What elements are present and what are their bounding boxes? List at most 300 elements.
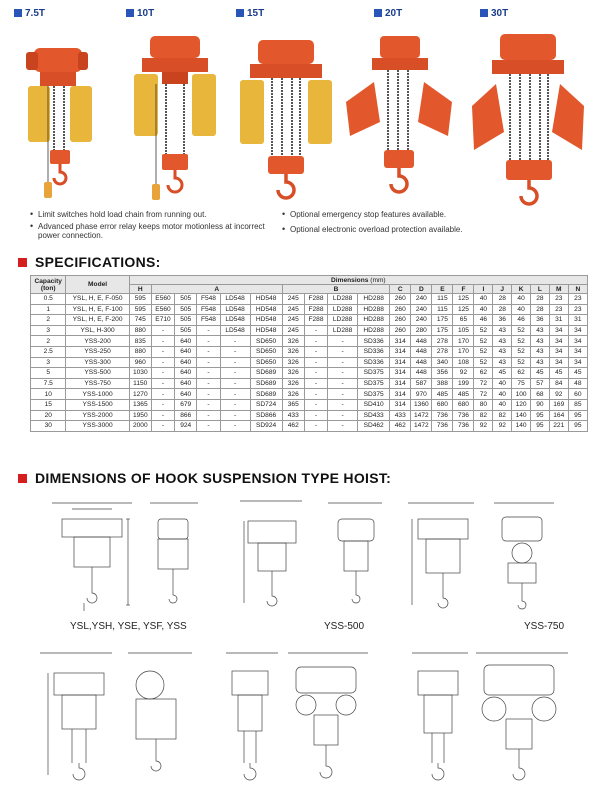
feature-item: • Optional emergency stop features available. xyxy=(282,210,582,220)
table-row xyxy=(31,389,588,400)
dimension-cell: SD375 xyxy=(358,389,390,400)
hoist-30t xyxy=(470,8,586,208)
dimension-cell: 52 xyxy=(512,357,531,368)
dimension-cell: 125 xyxy=(453,294,474,305)
dimension-cell: 46 xyxy=(474,315,493,326)
dimension-cell: 31 xyxy=(568,315,587,326)
dimension-cell: - xyxy=(304,336,327,347)
blue-square-icon xyxy=(374,9,382,17)
model-cell: YSS-250 xyxy=(66,346,129,357)
drawing-ysl xyxy=(32,495,208,632)
hoist-20t xyxy=(344,8,454,208)
col-header-c: C xyxy=(390,285,411,294)
dimension-cell: 326 xyxy=(282,368,304,379)
dimension-cell: 260 xyxy=(390,294,411,305)
specifications-body xyxy=(31,294,588,432)
dimension-cell: 40 xyxy=(474,294,493,305)
dimension-cell: 314 xyxy=(390,378,411,389)
col-header-h: H xyxy=(129,285,151,294)
dimension-cell: - xyxy=(197,325,220,336)
dimension-cell: 640 xyxy=(175,336,197,347)
dimension-cell: - xyxy=(197,389,220,400)
feature-list xyxy=(30,210,590,248)
table-row xyxy=(31,421,588,432)
dimension-cell: 1030 xyxy=(129,368,151,379)
dimension-cell: 90 xyxy=(531,399,550,410)
dimension-cell: 60 xyxy=(568,389,587,400)
dimension-cell: 505 xyxy=(175,304,197,315)
dimension-cell: SD375 xyxy=(358,368,390,379)
dimension-cell: 43 xyxy=(493,357,512,368)
dimension-cell: - xyxy=(328,378,358,389)
dimension-cell: 640 xyxy=(175,346,197,357)
dimension-cell: 52 xyxy=(512,346,531,357)
dimension-cell: 340 xyxy=(432,357,453,368)
dimension-cell: 280 xyxy=(411,325,432,336)
model-cell: YSL, H, E, F-200 xyxy=(66,315,129,326)
dimensions-header: Dimensions (mm) xyxy=(129,276,587,285)
dimension-cell: 880 xyxy=(129,325,151,336)
dimension-cell: SD689 xyxy=(250,368,282,379)
hoist-illustration xyxy=(236,22,336,208)
dimension-cell: HD288 xyxy=(358,294,390,305)
model-cell: YSL, H-300 xyxy=(66,325,129,336)
specifications-heading: SPECIFICATIONS: xyxy=(18,254,161,270)
dimension-cell: 640 xyxy=(175,368,197,379)
product-photos xyxy=(14,8,586,208)
col-header-n: N xyxy=(568,285,587,294)
red-square-icon xyxy=(18,258,27,267)
dimension-cell: - xyxy=(328,357,358,368)
dimension-cell: 505 xyxy=(175,294,197,305)
dimension-cell: 23 xyxy=(568,304,587,315)
dimension-cell: 34 xyxy=(549,336,568,347)
model-cell: YSS-500 xyxy=(66,368,129,379)
dimension-cell: 835 xyxy=(129,336,151,347)
dimension-cell: 1150 xyxy=(129,378,151,389)
dimension-cell: HD548 xyxy=(250,294,282,305)
dimension-cell: 95 xyxy=(531,410,550,421)
capacity-cell: 0.5 xyxy=(31,294,66,305)
dimension-cell: 28 xyxy=(493,294,512,305)
col-header-b: B xyxy=(282,285,390,294)
dimension-cell: 92 xyxy=(453,368,474,379)
dimension-cell: - xyxy=(151,421,174,432)
blue-square-icon xyxy=(236,9,244,17)
dimension-cell: 34 xyxy=(568,346,587,357)
dimension-cell: 52 xyxy=(474,346,493,357)
dimension-cell: 95 xyxy=(568,421,587,432)
capacity-label: 15T xyxy=(247,8,265,19)
dimension-cell: SD866 xyxy=(250,410,282,421)
model-cell: YSS-300 xyxy=(66,357,129,368)
blue-square-icon xyxy=(126,9,134,17)
dimension-cell: - xyxy=(220,378,250,389)
dimension-cell: - xyxy=(220,410,250,421)
feature-item: • Advanced phase error relay keeps motor motionless at incorrect power connection. xyxy=(30,222,280,241)
drawing-label: YSS-750 xyxy=(524,621,565,632)
table-row xyxy=(31,325,588,336)
dimension-cell: 736 xyxy=(432,421,453,432)
dimension-cell: SD336 xyxy=(358,357,390,368)
dimension-cell: F548 xyxy=(197,294,220,305)
dimension-cell: - xyxy=(197,378,220,389)
dimension-cell: 65 xyxy=(453,315,474,326)
col-header-k: K xyxy=(512,285,531,294)
dimension-cell: 485 xyxy=(432,389,453,400)
dimension-cell: 326 xyxy=(282,346,304,357)
capacity-cell: 20 xyxy=(31,410,66,421)
dimension-cell: 314 xyxy=(390,368,411,379)
dimension-cell: 462 xyxy=(282,421,304,432)
dimension-cell: 170 xyxy=(453,336,474,347)
dimension-cell: 40 xyxy=(512,304,531,315)
dimension-cell: 680 xyxy=(432,399,453,410)
dimension-cell: SD650 xyxy=(250,357,282,368)
dimension-cell: 448 xyxy=(411,368,432,379)
dimension-cell: - xyxy=(220,357,250,368)
dimension-cell: 433 xyxy=(390,410,411,421)
drawing-yss-1500 xyxy=(218,645,398,790)
dimension-cell: LD288 xyxy=(328,304,358,315)
model-cell: YSS-3000 xyxy=(66,421,129,432)
dimension-cell: 221 xyxy=(549,421,568,432)
table-row xyxy=(31,399,588,410)
dimension-cell: - xyxy=(304,346,327,357)
dimension-cell: 95 xyxy=(531,421,550,432)
dimension-cell: 28 xyxy=(493,304,512,315)
dimension-cell: - xyxy=(151,378,174,389)
hoist-7-5t xyxy=(14,8,114,208)
dimension-cell: LD288 xyxy=(328,325,358,336)
dimension-cell: - xyxy=(197,410,220,421)
specifications-table xyxy=(30,275,588,432)
dimension-cell: 595 xyxy=(129,304,151,315)
dimension-cell: - xyxy=(220,336,250,347)
dimension-cell: 326 xyxy=(282,378,304,389)
capacity-cell: 15 xyxy=(31,399,66,410)
dimension-cell: 2000 xyxy=(129,421,151,432)
dimension-cell: - xyxy=(328,399,358,410)
dimension-cell: 1472 xyxy=(411,410,432,421)
dimension-cell: 52 xyxy=(474,357,493,368)
dimension-cell: - xyxy=(328,421,358,432)
dimension-cell: 92 xyxy=(493,421,512,432)
drawing-label: YSS-500 xyxy=(324,621,365,632)
dimension-cell: 260 xyxy=(390,325,411,336)
dimension-cell: 1950 xyxy=(129,410,151,421)
dimension-cell: 31 xyxy=(549,315,568,326)
dimension-cell: 45 xyxy=(493,368,512,379)
dimension-cell: - xyxy=(151,357,174,368)
dimension-cell: SD410 xyxy=(358,399,390,410)
dimension-cell: - xyxy=(304,399,327,410)
dimension-cell: 36 xyxy=(531,315,550,326)
dimension-cell: 448 xyxy=(411,336,432,347)
model-header: Model xyxy=(66,276,129,294)
dimension-cell: 245 xyxy=(282,325,304,336)
col-header-i: I xyxy=(474,285,493,294)
dimension-cell: 462 xyxy=(390,421,411,432)
dimension-cell: 92 xyxy=(474,421,493,432)
dimension-cell: 640 xyxy=(175,357,197,368)
capacity-cell: 7.5 xyxy=(31,378,66,389)
dimension-cell: - xyxy=(197,336,220,347)
dimension-cell: - xyxy=(304,410,327,421)
dimension-cell: - xyxy=(197,368,220,379)
dimension-cell: 92 xyxy=(549,389,568,400)
dimension-cell: 260 xyxy=(390,304,411,315)
feature-item: • Limit switches hold load chain from running out. xyxy=(30,210,280,220)
dimension-cell: 48 xyxy=(568,378,587,389)
drawing-yss-2000 xyxy=(404,645,584,790)
dimension-cell: SD689 xyxy=(250,378,282,389)
feature-item: • Optional electronic overload protection available. xyxy=(282,225,582,235)
dimension-cell: 125 xyxy=(453,304,474,315)
dimension-cell: 245 xyxy=(282,294,304,305)
dimension-cell: 34 xyxy=(549,325,568,336)
dimension-cell: 43 xyxy=(493,325,512,336)
dimension-cell: 40 xyxy=(512,294,531,305)
model-cell: YSL, H, E, F-050 xyxy=(66,294,129,305)
dimension-cell: 278 xyxy=(432,346,453,357)
model-cell: YSS-750 xyxy=(66,378,129,389)
dimension-cell: - xyxy=(151,325,174,336)
drawing-yss-1000 xyxy=(32,645,208,790)
capacity-cell: 3 xyxy=(31,325,66,336)
dimension-cell: 34 xyxy=(568,357,587,368)
dimension-cell: - xyxy=(328,389,358,400)
dimension-cell: SD336 xyxy=(358,346,390,357)
model-cell: YSS-1000 xyxy=(66,389,129,400)
col-header-j: J xyxy=(493,285,512,294)
table-row xyxy=(31,410,588,421)
dimension-cell: 640 xyxy=(175,378,197,389)
dimension-cell: 326 xyxy=(282,357,304,368)
dimension-cell: 1365 xyxy=(129,399,151,410)
dimension-cell: 314 xyxy=(390,357,411,368)
dimension-cell: 199 xyxy=(453,378,474,389)
col-header-l: L xyxy=(531,285,550,294)
model-cell: YSL, H, E, F-100 xyxy=(66,304,129,315)
capacity-cell: 3 xyxy=(31,357,66,368)
dimension-cell: 72 xyxy=(474,389,493,400)
dimension-cell: 433 xyxy=(282,410,304,421)
dimension-cell: 736 xyxy=(453,421,474,432)
dimension-cell: 587 xyxy=(411,378,432,389)
dimension-cell: 326 xyxy=(282,336,304,347)
hoist-15t xyxy=(236,8,336,208)
capacity-cell: 2 xyxy=(31,315,66,326)
dimension-cell: 82 xyxy=(493,410,512,421)
dimension-cell: SD336 xyxy=(358,336,390,347)
dimension-cell: 640 xyxy=(175,389,197,400)
col-header-f: F xyxy=(453,285,474,294)
dimension-cell: 448 xyxy=(411,357,432,368)
dimension-cell: 52 xyxy=(512,336,531,347)
dimension-cell: 62 xyxy=(474,368,493,379)
dimension-cell: 45 xyxy=(568,368,587,379)
dimension-cell: 28 xyxy=(531,294,550,305)
dimension-cell: 43 xyxy=(531,346,550,357)
dimension-cell: 260 xyxy=(390,315,411,326)
dimension-cell: - xyxy=(151,336,174,347)
dimension-cell: HD548 xyxy=(250,304,282,315)
dimension-cell: 745 xyxy=(129,315,151,326)
dimension-cell: - xyxy=(151,399,174,410)
dimension-cell: 365 xyxy=(282,399,304,410)
dimension-cell: 75 xyxy=(512,378,531,389)
dimension-cell: HD288 xyxy=(358,304,390,315)
dimension-cell: HD288 xyxy=(358,315,390,326)
dimension-cell: - xyxy=(304,378,327,389)
dimension-cell: F288 xyxy=(304,294,327,305)
dimension-cell: 169 xyxy=(549,399,568,410)
table-row xyxy=(31,336,588,347)
dimension-cell: 278 xyxy=(432,336,453,347)
dimension-cell: 43 xyxy=(493,346,512,357)
dimension-cell: F288 xyxy=(304,315,327,326)
dimension-cell: 115 xyxy=(432,294,453,305)
dimension-cell: 100 xyxy=(512,389,531,400)
dimension-cell: 736 xyxy=(432,410,453,421)
dimension-cell: 23 xyxy=(549,304,568,315)
dimension-cell: 40 xyxy=(493,399,512,410)
dimension-cell: 1360 xyxy=(411,399,432,410)
blue-square-icon xyxy=(14,9,22,17)
dimension-cell: 43 xyxy=(531,336,550,347)
capacity-label: 10T xyxy=(137,8,155,19)
dimension-cell: 36 xyxy=(493,315,512,326)
capacity-label: 7.5T xyxy=(25,8,46,19)
dimension-cell: - xyxy=(220,421,250,432)
dimension-cell: - xyxy=(151,346,174,357)
dimension-cell: SD650 xyxy=(250,346,282,357)
dimension-cell: - xyxy=(151,389,174,400)
dimension-cell: 84 xyxy=(549,378,568,389)
dimension-cell: 45 xyxy=(531,368,550,379)
dimension-cell: 736 xyxy=(453,410,474,421)
dimension-drawings xyxy=(14,495,590,795)
dimension-cell: - xyxy=(328,346,358,357)
dimension-cell: 46 xyxy=(512,315,531,326)
col-header-a: A xyxy=(151,285,282,294)
dimension-cell: 40 xyxy=(474,304,493,315)
hoist-10t xyxy=(126,8,226,208)
dimension-cell: 34 xyxy=(568,336,587,347)
dimension-cell: SD724 xyxy=(250,399,282,410)
dimension-cell: 240 xyxy=(411,294,432,305)
dimension-cell: - xyxy=(220,368,250,379)
dimension-cell: - xyxy=(220,389,250,400)
dimension-cell: 448 xyxy=(411,346,432,357)
dimension-cell: 85 xyxy=(568,399,587,410)
dimension-cell: 240 xyxy=(411,304,432,315)
dimension-cell: 240 xyxy=(411,315,432,326)
dimension-cell: 679 xyxy=(175,399,197,410)
dimension-cell: 170 xyxy=(453,346,474,357)
dimension-cell: - xyxy=(328,336,358,347)
dimension-cell: 95 xyxy=(568,410,587,421)
dimension-cell: - xyxy=(197,399,220,410)
dimension-cell: 34 xyxy=(549,346,568,357)
capacity-cell: 5 xyxy=(31,368,66,379)
col-header-m: M xyxy=(549,285,568,294)
drawing-label: YSL,YSH, YSE, YSF, YSS xyxy=(70,621,187,632)
col-header-e: E xyxy=(432,285,453,294)
dimension-cell: 40 xyxy=(493,389,512,400)
dimension-cell: 72 xyxy=(474,378,493,389)
dimension-cell: SD689 xyxy=(250,389,282,400)
dimension-cell: 105 xyxy=(453,325,474,336)
model-cell: YSS-200 xyxy=(66,336,129,347)
hoist-illustration xyxy=(126,22,226,208)
capacity-cell: 1 xyxy=(31,304,66,315)
dimension-cell: 115 xyxy=(432,304,453,315)
col-header-d: D xyxy=(411,285,432,294)
dimension-cell: F548 xyxy=(197,315,220,326)
model-cell: YSS-1500 xyxy=(66,399,129,410)
dimension-cell: 52 xyxy=(474,325,493,336)
dimension-cell: 924 xyxy=(175,421,197,432)
dimension-cell: 34 xyxy=(549,357,568,368)
capacity-cell: 2.5 xyxy=(31,346,66,357)
dimension-cell: 1270 xyxy=(129,389,151,400)
table-row xyxy=(31,378,588,389)
dimension-cell: 175 xyxy=(432,315,453,326)
dimension-cell: 960 xyxy=(129,357,151,368)
table-row xyxy=(31,304,588,315)
dimension-cell: LD288 xyxy=(328,315,358,326)
table-row xyxy=(31,294,588,305)
dimension-cell: 80 xyxy=(474,399,493,410)
dimension-cell: 970 xyxy=(411,389,432,400)
dimension-cell: 595 xyxy=(129,294,151,305)
dimension-cell: E710 xyxy=(151,315,174,326)
drawing-yss-750 xyxy=(398,495,578,632)
blue-square-icon xyxy=(480,9,488,17)
dimension-cell: 52 xyxy=(512,325,531,336)
dimension-cell: - xyxy=(304,421,327,432)
dimension-cell: 880 xyxy=(129,346,151,357)
dimension-cell: 120 xyxy=(512,399,531,410)
dimension-cell: 164 xyxy=(549,410,568,421)
dimension-cell: 505 xyxy=(175,325,197,336)
dimension-cell: 40 xyxy=(493,378,512,389)
dimension-cell: - xyxy=(328,368,358,379)
dimension-cell: - xyxy=(197,421,220,432)
dimension-cell: 57 xyxy=(531,378,550,389)
dimension-cell: - xyxy=(328,410,358,421)
dimension-cell: - xyxy=(151,410,174,421)
model-cell: YSS-2000 xyxy=(66,410,129,421)
dimension-cell: 62 xyxy=(512,368,531,379)
dimension-cell: 43 xyxy=(531,357,550,368)
dimension-cell: - xyxy=(151,368,174,379)
dimension-cell: SD433 xyxy=(358,410,390,421)
capacity-label: 20T xyxy=(385,8,403,19)
dimension-cell: 23 xyxy=(549,294,568,305)
dimension-cell: F548 xyxy=(197,304,220,315)
dimension-cell: E560 xyxy=(151,294,174,305)
dimension-cell: - xyxy=(304,389,327,400)
dimension-cell: HD548 xyxy=(250,315,282,326)
dimension-cell: 314 xyxy=(390,336,411,347)
dimension-cell: 245 xyxy=(282,304,304,315)
dimension-cell: SD924 xyxy=(250,421,282,432)
dimension-cell: - xyxy=(197,357,220,368)
dimension-cell: 314 xyxy=(390,346,411,357)
